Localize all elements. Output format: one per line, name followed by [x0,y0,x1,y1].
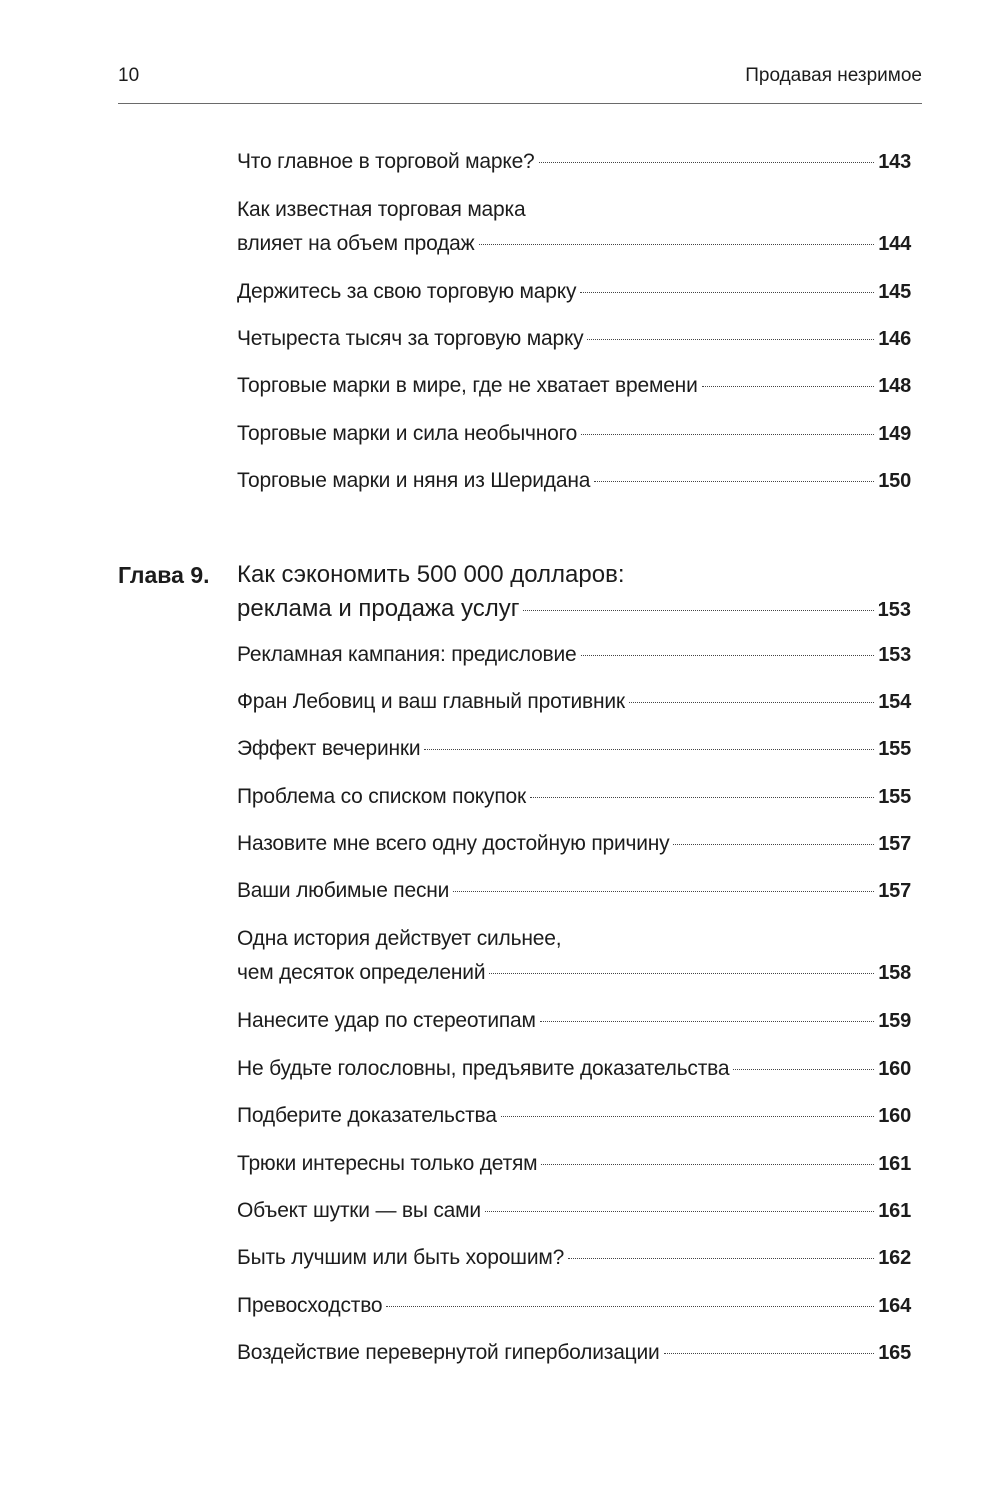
toc-entry [237,275,911,309]
toc-entry [237,1194,911,1228]
dot-leader [673,844,874,845]
toc-entry-page: 145 [878,281,911,303]
toc-entry-title: Подберите доказательства [237,1104,497,1127]
toc-entry [237,464,911,498]
toc-entry-title: Трюки интересны только детям [237,1152,538,1175]
toc-entry [237,874,911,908]
toc-entry-title: Превосходство [237,1294,383,1317]
toc-entry [237,369,911,403]
toc-entry-title: Нанесите удар по стереотипам [237,1009,536,1032]
toc-entry-title: Объект шутки — вы сами [237,1199,481,1222]
chapter-heading [237,558,911,627]
toc-entry-title: Проблема со списком покупок [237,785,526,808]
toc-entry-page: 150 [878,470,911,492]
toc-entry [237,638,911,672]
toc-entry-page: 154 [878,691,911,713]
dot-leader [479,244,875,245]
dot-leader [523,610,873,611]
toc-entry [237,780,911,814]
toc-entry-page: 157 [878,833,911,855]
dot-leader [530,797,874,798]
toc-entry [237,732,911,766]
toc-entry-page: 153 [878,644,911,666]
toc-entry [237,1052,911,1086]
toc-entry [237,145,911,179]
toc-entry [237,1004,911,1038]
toc-entry-title: Торговые марки и сила необычного [237,422,578,445]
dot-leader [541,1164,874,1165]
toc-entry-page: 144 [878,233,911,255]
toc-entry-page: 143 [878,151,911,173]
toc-entry-title: Быть лучшим или быть хорошим? [237,1246,565,1269]
dot-leader [568,1258,874,1259]
toc-entry [237,685,911,719]
dot-leader [581,655,875,656]
toc-entry-title: Четыреста тысяч за торговую марку [237,327,584,350]
toc-entry [237,922,911,990]
dot-leader [501,1116,875,1117]
toc-entry-title: Как известная торговая марка [237,198,526,221]
toc-entry-title: Назовите мне всего одну достойную причину [237,832,670,855]
toc-entry-title: Торговые марки в мире, где не хватает времени [237,374,698,397]
dot-leader [587,339,874,340]
dot-leader [664,1353,875,1354]
toc-entry-title: Не будьте голословны, предъявите доказательства [237,1057,730,1080]
toc-entry-page: 161 [878,1200,911,1222]
dot-leader [702,386,875,387]
toc-entry-page: 164 [878,1295,911,1317]
chapter-title: реклама и продажа услуг [237,595,520,622]
toc-entry [237,1336,911,1370]
toc-entry-title: Ваши любимые песни [237,879,450,902]
toc-entry-title: Одна история действует сильнее, [237,927,562,950]
chapter-title: Как сэкономить 500 000 долларов: [237,561,625,588]
chapter-label: Глава 9. [118,562,210,588]
toc-entry [237,417,911,451]
toc-entry-page: 161 [878,1153,911,1175]
toc-entry-page: 165 [878,1342,911,1364]
header-rule [118,103,922,104]
running-title: Продавая незримое [745,65,922,86]
dot-leader [489,973,874,974]
dot-leader [594,481,874,482]
dot-leader [540,1021,874,1022]
toc-entry-page: 159 [878,1010,911,1032]
toc-entry-title: Держитесь за свою торговую марку [237,280,577,303]
dot-leader [453,891,874,892]
toc-entry [237,1289,911,1323]
toc-entry [237,322,911,356]
toc-entry-page: 158 [878,962,911,984]
dot-leader [485,1211,874,1212]
toc-entry-title: Воздействие перевернутой гиперболизации [237,1341,660,1364]
toc-entry-title: Эффект вечеринки [237,737,421,760]
dot-leader [539,162,875,163]
chapter-page: 153 [877,599,911,621]
toc-entry [237,1241,911,1275]
dot-leader [424,749,874,750]
toc-entry-page: 160 [878,1058,911,1080]
toc-entry-title: влияет на объем продаж [237,232,475,255]
toc-entry [237,193,911,261]
toc-entry-page: 155 [878,738,911,760]
toc-entry-title: Фран Лебовиц и ваш главный противник [237,690,625,713]
toc-entry-page: 160 [878,1105,911,1127]
dot-leader [629,702,874,703]
toc-entry [237,1099,911,1133]
toc-entry-page: 146 [878,328,911,350]
dot-leader [733,1069,874,1070]
toc-entry-title: чем десяток определений [237,961,486,984]
toc-entry-page: 149 [878,423,911,445]
toc-entry-page: 162 [878,1247,911,1269]
toc-entry-page: 148 [878,375,911,397]
dot-leader [386,1306,874,1307]
toc-entry-title: Рекламная кампания: предисловие [237,643,577,666]
dot-leader [580,292,874,293]
page-number: 10 [118,65,140,86]
toc-entry-title: Что главное в торговой марке? [237,150,535,173]
toc-entry [237,1147,911,1181]
toc-entry-page: 155 [878,786,911,808]
toc-entry-title: Торговые марки и няня из Шеридана [237,469,591,492]
toc-entry-page: 157 [878,880,911,902]
toc-entry [237,827,911,861]
dot-leader [581,434,874,435]
